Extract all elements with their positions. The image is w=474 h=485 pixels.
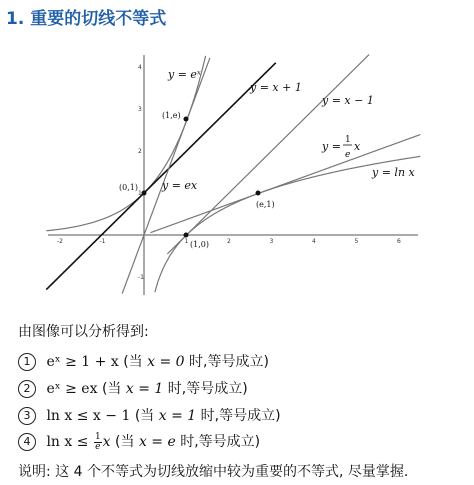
y-tick-label: 4 xyxy=(138,64,142,71)
x-tick-label: 2 xyxy=(227,238,231,245)
line-ex xyxy=(122,58,210,294)
inequality-3 xyxy=(18,406,281,426)
point-e-1 xyxy=(256,191,261,196)
label-p10: (1,0) xyxy=(190,240,209,249)
condition-close: 时,等号成立) xyxy=(167,381,248,397)
x-tick-label: 6 xyxy=(397,238,401,245)
condition-value: x = 1 xyxy=(125,381,164,397)
label-tangent-at-0: y = x + 1 xyxy=(250,81,302,94)
condition-close: 时,等号成立) xyxy=(200,408,281,424)
number-badge: 2 xyxy=(18,380,36,398)
number-badge: 1 xyxy=(18,353,36,371)
condition-open: (当 xyxy=(134,408,155,424)
y-tick-label: 1 xyxy=(138,190,142,197)
section-heading: 1. 重要的切线不等式 xyxy=(6,9,167,29)
x-tick-label: 4 xyxy=(312,238,316,245)
inequality-expression-right: x xyxy=(102,434,111,450)
label-ln: y = ln x xyxy=(372,166,415,179)
condition-value: x = 0 xyxy=(147,354,185,370)
label-ln-tangent-at-e-den: e xyxy=(345,150,351,160)
condition-open: (当 xyxy=(115,434,135,450)
label-p01: (0,1) xyxy=(119,183,138,192)
label-ln-tangent-at-e-num: 1 xyxy=(345,135,351,145)
number-badge: 3 xyxy=(18,407,36,425)
number-badge: 4 xyxy=(18,433,36,451)
note-line: 说明: 这 4 个不等式为切线放缩中较为重要的不等式, 尽量掌握. xyxy=(18,464,409,480)
inequality-1 xyxy=(18,352,269,372)
curve-exp xyxy=(46,56,205,231)
inequality-expression: eˣ ≥ 1 + x xyxy=(46,354,119,370)
x-tick-label: -2 xyxy=(57,238,63,245)
point-1-e xyxy=(184,117,189,122)
inequality-expression: ln x ≤ x − 1 xyxy=(46,408,131,424)
condition-value: x = 1 xyxy=(158,408,197,424)
y-tick-label: 3 xyxy=(138,106,142,113)
label-pe1: (e,1) xyxy=(256,200,275,209)
intro-line: 由图像可以分析得到: xyxy=(18,324,149,340)
inequality-4 xyxy=(18,432,260,452)
x-tick-label: 3 xyxy=(269,238,274,245)
point-1-0 xyxy=(184,233,189,238)
condition-close: 时,等号成立) xyxy=(189,354,269,370)
label-exp: y = eˣ xyxy=(168,68,201,81)
line-x-plus-1 xyxy=(46,63,275,290)
label-p1e: (1,e) xyxy=(162,111,181,120)
condition-close: 时,等号成立) xyxy=(180,434,261,450)
condition-open: (当 xyxy=(123,354,143,370)
label-ln-tangent-at-e-lhs: y = xyxy=(322,140,341,153)
fraction-numerator: 1 xyxy=(94,431,101,442)
label-ln-tangent-at-1: y = x − 1 xyxy=(322,94,374,107)
condition-value: x = e xyxy=(138,434,176,450)
condition-open: (当 xyxy=(101,381,122,397)
x-tick-label: 1 xyxy=(184,238,189,245)
label-tangent-at-1: y = ex xyxy=(162,179,198,192)
x-tick-label: -1 xyxy=(99,238,106,245)
y-tick-label: -1 xyxy=(138,274,144,281)
label-ln-tangent-at-e-var: x xyxy=(354,140,361,153)
y-tick-label: 2 xyxy=(138,148,142,155)
inequality-expression-left: ln x ≤ xyxy=(46,434,89,450)
fraction-denominator: e xyxy=(95,441,101,452)
inequality-2 xyxy=(18,379,248,399)
x-tick-label: 5 xyxy=(354,238,359,245)
point-0-1 xyxy=(142,191,147,196)
fraction-one-over-e xyxy=(94,433,102,452)
inequality-expression: eˣ ≥ ex xyxy=(46,381,98,397)
